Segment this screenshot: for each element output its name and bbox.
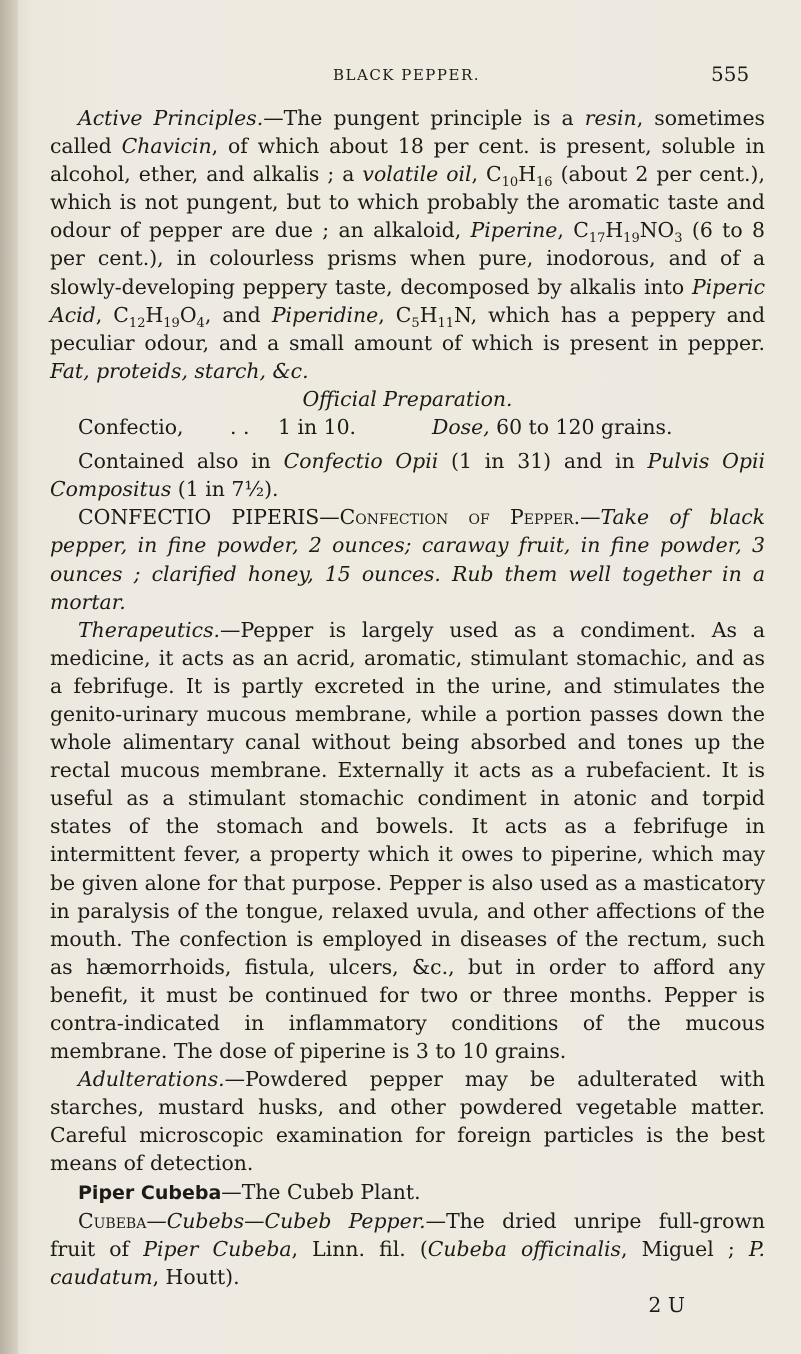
confectio-piperis-paragraph xyxy=(50,503,765,615)
cubeba-paragraph xyxy=(50,1207,765,1291)
active-principles-label: Active Principles. xyxy=(78,106,264,130)
term-piper-cubeba: Piper Cubeba xyxy=(143,1236,292,1261)
text-run: H xyxy=(518,162,536,187)
section-title: CONFECTIO PIPERIS xyxy=(78,505,320,530)
text-run: (1 in 7½). xyxy=(171,477,279,502)
text-run: — xyxy=(319,505,340,530)
text-run: , C xyxy=(95,302,129,327)
official-preparation-heading xyxy=(50,385,765,413)
text-run: H xyxy=(145,302,164,327)
term-p-caudatum: P. caudatum xyxy=(50,1236,765,1289)
cubeba-synonyms: —Cubebs—Cubeb Pepper. xyxy=(146,1208,426,1233)
english-name: Confection of Pepper. xyxy=(339,505,581,530)
subscript: 4 xyxy=(196,315,205,331)
text-run: , C xyxy=(471,162,502,187)
text-run: , Miguel ; xyxy=(620,1236,749,1261)
term-cubeba-officinalis: Cubeba officinalis xyxy=(427,1236,621,1261)
text-run: , Houtt). xyxy=(152,1264,240,1289)
subscript: 5 xyxy=(411,315,420,331)
confectio-dose-line xyxy=(50,413,765,441)
term-confectio-opii: Confectio Opii xyxy=(283,449,439,474)
active-principles-paragraph xyxy=(50,104,765,385)
text-run: NO xyxy=(639,218,675,243)
adulterations-paragraph xyxy=(50,1065,765,1177)
text-run: —The Cubeb Plant. xyxy=(221,1179,421,1204)
dose-label: Dose, xyxy=(432,415,490,440)
adulterations-text: —Powdered pepper may be adulterated with starches, mustard husks, and other powdered vegetable matter. Careful microscopic examination for foreign particles is the best means of detection. xyxy=(50,1067,765,1176)
term-piperic-acid: Piperic Acid xyxy=(50,274,765,327)
text-run: , C xyxy=(378,302,412,327)
therapeutics-label: Therapeutics. xyxy=(78,617,221,642)
text-run: , C xyxy=(557,218,589,243)
text-run: (about 2 per cent.), which is not pungent, but to which probably the aromatic taste and odour of pepper are due ; an alkaloid, xyxy=(50,162,765,243)
leader-dots: . . xyxy=(230,415,250,440)
running-head: BLACK PEPPER. xyxy=(333,66,481,84)
page-number: 555 xyxy=(711,62,750,86)
preparation-name: Confectio, xyxy=(78,415,184,440)
text-run: , of which about 18 per cent. is present, soluble in alcohol, ether, and alkalis ; a xyxy=(50,134,765,187)
term-fat-proteids: Fat, proteids, starch, &c. xyxy=(50,358,309,383)
dose-text xyxy=(432,413,672,441)
text-run: , sometimes called xyxy=(50,106,765,159)
text-run: (6 to 8 per cent.), in colourless prisms when pure, inodorous, and of a slowly-developing peppery taste, decomposed by alkalis into xyxy=(50,218,765,299)
text-run: H xyxy=(419,302,438,327)
subscript: 10 xyxy=(501,175,519,191)
cubeba-heading: Piper Cubeba xyxy=(78,1181,222,1204)
body-text xyxy=(50,104,765,1319)
text-run: (1 in 31) and in xyxy=(438,449,648,474)
subscript: 16 xyxy=(536,175,553,191)
text-run: —The dried unripe full-grown fruit of xyxy=(50,1208,765,1261)
term-pulvis: Pulvis Opii Compositus xyxy=(50,449,765,502)
page-header xyxy=(0,62,801,92)
text-run: O xyxy=(179,302,197,327)
contained-paragraph xyxy=(50,447,765,503)
text-run: Contained also in xyxy=(78,449,284,474)
text-run: —The pungent principle is a xyxy=(263,106,585,130)
adulterations-label: Adulterations. xyxy=(78,1067,225,1092)
therapeutics-paragraph xyxy=(50,616,765,1066)
book-gutter xyxy=(0,0,18,1354)
signature-mark: 2 U xyxy=(648,1292,685,1317)
term-volatile-oil: volatile oil xyxy=(362,162,472,187)
therapeutics-text: —Pepper is largely used as a condiment. As a medicine, it acts as an acrid, aromatic, stimulant stomachic, and as a febrifuge. It is partly excreted in the urine, and stimulates the genito-urinary mucous membrane, while a portion passes down the whole alimentary canal without being absorbed and tones up the rectal mucous membrane. Externally it acts as a rubefacient. It is useful as a stimulant stomachic condiment in atonic and torpid states of the stomach and bowels. It acts as a febrifuge in intermittent fever, a property which it owes to piperine, which may be given alone for that purpose. Pepper is also used as a masticatory in paralysis of the tongue, relaxed uvula, and other affections of the mouth. The confection is employed in diseases of the rectum, such as hæmorrhoids, fistula, ulcers, &c., but in order to afford any benefit, it must be continued for two or three months. Pepper is contra-indicated in inflammatory conditions of the mucous membrane. The dose of piperine is 3 to 10 grains. xyxy=(50,617,765,1064)
subscript: 12 xyxy=(128,315,146,331)
text-run: N xyxy=(454,302,471,327)
cubeba-name: Cubeba xyxy=(78,1208,147,1233)
subscript: 19 xyxy=(163,315,180,331)
preparation-ratio: 1 in 10. xyxy=(278,415,357,440)
term-resin: resin xyxy=(584,106,637,130)
piper-cubeba-heading xyxy=(50,1178,765,1207)
subscript: 17 xyxy=(588,231,606,247)
text-run: , and xyxy=(204,302,272,327)
text-run: , which has a peppery and peculiar odour, and a small amount of which is present in pepper. xyxy=(50,302,765,355)
text-run: , Linn. fil. ( xyxy=(291,1236,428,1261)
term-piperidine: Piperidine xyxy=(271,302,379,327)
term-piperine: Piperine xyxy=(470,218,558,243)
subscript: 3 xyxy=(674,231,683,247)
recipe-text: —Take of black pepper, in fine powder, 2 ounces; caraway fruit, in fine powder, 3 ounces ; clarified honey, 15 ounces. Rub them well together in a mortar. xyxy=(50,505,766,614)
dose-value: 60 to 120 grains. xyxy=(496,415,673,440)
subscript: 11 xyxy=(437,315,455,331)
term-chavicin: Chavicin xyxy=(121,134,212,159)
text-run: H xyxy=(605,218,624,243)
subscript: 19 xyxy=(623,231,640,247)
heading-text: Official Preparation. xyxy=(302,386,513,411)
